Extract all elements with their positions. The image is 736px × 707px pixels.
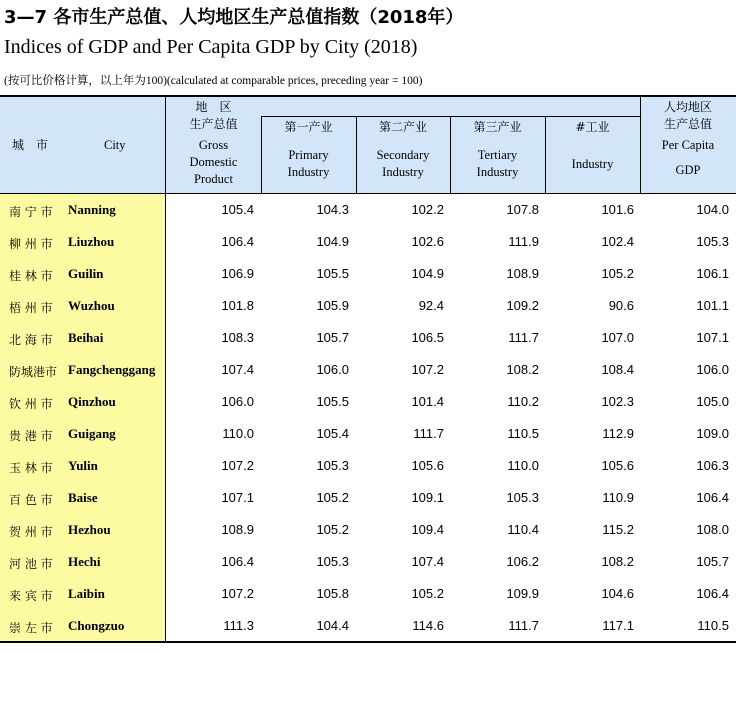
table-title-chinese: 3—7 各市生产总值、人均地区生产总值指数（2018年） <box>4 7 464 28</box>
value-cell: 107.1 <box>696 330 729 345</box>
value-cell: 107.0 <box>601 330 634 345</box>
value-cell: 111.9 <box>508 234 539 249</box>
table-title-english: Indices of GDP and Per Capita GDP by City (2018) <box>4 36 418 58</box>
value-cell: 108.4 <box>601 362 634 377</box>
table-note: (按可比价格计算，以上年为100)(calculated at comparable prices, preceding year = 100) <box>4 75 423 87</box>
value-cell: 102.6 <box>411 234 444 249</box>
city-name-english: Laibin <box>68 586 105 601</box>
value-cell: 104.4 <box>316 618 349 633</box>
table-row <box>0 482 736 514</box>
value-cell: 101.1 <box>696 298 729 313</box>
city-name-english: Baise <box>68 490 98 505</box>
value-cell: 110.5 <box>507 426 539 441</box>
header-tertiary: 第三产业 Tertiary Industry <box>473 120 522 179</box>
city-name-chinese: 桂 林 市 <box>9 269 53 283</box>
value-cell: 105.5 <box>316 394 349 409</box>
value-cell: 102.4 <box>601 234 634 249</box>
city-name-chinese: 河 池 市 <box>9 557 53 571</box>
city-name-chinese: 来 宾 市 <box>9 589 53 603</box>
table-row <box>0 322 736 354</box>
table-row <box>0 226 736 258</box>
rule-top <box>0 95 736 97</box>
value-cell: 106.2 <box>506 554 539 569</box>
value-cell: 106.0 <box>316 362 349 377</box>
city-name-english: Qinzhou <box>68 394 116 409</box>
value-cell: 107.4 <box>411 554 444 569</box>
table-row <box>0 386 736 418</box>
city-name-chinese: 玉 林 市 <box>9 461 53 475</box>
value-cell: 109.1 <box>411 490 444 505</box>
value-cell: 104.3 <box>316 202 349 217</box>
value-cell: 106.0 <box>221 394 254 409</box>
value-cell: 107.2 <box>221 458 254 473</box>
value-cell: 105.3 <box>506 490 539 505</box>
city-name-chinese: 北 海 市 <box>9 333 53 347</box>
table-row <box>0 610 736 642</box>
city-name-english: Liuzhou <box>68 234 115 249</box>
city-name-chinese: 贺 州 市 <box>9 525 53 539</box>
city-name-chinese: 钦 州 市 <box>9 397 53 411</box>
value-cell: 110.4 <box>507 522 539 537</box>
value-cell: 111.7 <box>508 330 539 345</box>
value-cell: 111.7 <box>413 426 444 441</box>
value-cell: 104.9 <box>316 234 349 249</box>
value-cell: 105.4 <box>316 426 349 441</box>
table-row <box>0 258 736 290</box>
value-cell: 112.9 <box>602 426 634 441</box>
value-cell: 110.5 <box>697 618 729 633</box>
table-row <box>0 578 736 610</box>
table-row <box>0 450 736 482</box>
value-cell: 106.4 <box>221 234 254 249</box>
value-cell: 107.2 <box>221 586 254 601</box>
value-cell: 110.0 <box>507 458 539 473</box>
header-city-en: City <box>104 138 126 152</box>
value-cell: 105.6 <box>601 458 634 473</box>
value-cell: 105.0 <box>696 394 729 409</box>
rule-hdr-4 <box>545 116 546 194</box>
value-cell: 115.2 <box>602 522 634 537</box>
header-primary: 第一产业 Primary Industry <box>284 120 333 179</box>
city-name-chinese: 防城港市 <box>9 365 58 379</box>
value-cell: 114.6 <box>412 618 444 633</box>
city-name-english: Fangchenggang <box>68 362 156 377</box>
header-secondary: 第二产业 Secondary Industry <box>376 120 430 179</box>
value-cell: 105.8 <box>316 586 349 601</box>
city-name-english: Guigang <box>68 426 116 441</box>
value-cell: 108.2 <box>601 554 634 569</box>
value-cell: 109.9 <box>506 586 539 601</box>
city-name-english: Yulin <box>68 458 98 473</box>
header-city-cn: 城 市 <box>12 138 49 152</box>
value-cell: 105.4 <box>221 202 254 217</box>
city-name-chinese: 柳 州 市 <box>9 237 53 251</box>
city-name-english: Nanning <box>68 202 116 217</box>
value-cell: 101.4 <box>411 394 444 409</box>
rule-hdr-2 <box>356 116 357 194</box>
value-cell: 107.1 <box>221 490 254 505</box>
city-name-chinese: 贵 港 市 <box>9 429 53 443</box>
value-cell: 110.0 <box>222 426 254 441</box>
value-cell: 92.4 <box>418 298 444 313</box>
city-name-english: Wuzhou <box>68 298 115 313</box>
value-cell: 101.6 <box>601 202 634 217</box>
value-cell: 109.0 <box>696 426 729 441</box>
rule-hdr-5 <box>640 96 641 194</box>
value-cell: 105.3 <box>696 234 729 249</box>
value-cell: 108.3 <box>221 330 254 345</box>
value-cell: 105.7 <box>316 330 349 345</box>
table-row <box>0 546 736 578</box>
value-cell: 104.6 <box>601 586 634 601</box>
value-cell: 105.6 <box>411 458 444 473</box>
value-cell: 105.3 <box>316 554 349 569</box>
value-cell: 102.2 <box>411 202 444 217</box>
city-name-english: Hechi <box>68 554 101 569</box>
value-cell: 105.3 <box>316 458 349 473</box>
rule-hdr-3 <box>450 116 451 194</box>
table-row <box>0 290 736 322</box>
value-cell: 104.9 <box>411 266 444 281</box>
header-industry: #工业 Industry <box>571 120 614 171</box>
value-cell: 102.3 <box>601 394 634 409</box>
value-cell: 111.3 <box>223 618 254 633</box>
city-name-english: Beihai <box>68 330 104 345</box>
value-cell: 108.0 <box>696 522 729 537</box>
value-cell: 105.2 <box>316 522 349 537</box>
value-cell: 105.7 <box>696 554 729 569</box>
value-cell: 105.9 <box>316 298 349 313</box>
table-row <box>0 194 736 226</box>
value-cell: 104.0 <box>696 202 729 217</box>
city-name-chinese: 百 色 市 <box>9 493 53 507</box>
city-name-english: Hezhou <box>68 522 111 537</box>
value-cell: 117.1 <box>602 618 634 633</box>
value-cell: 108.2 <box>506 362 539 377</box>
value-cell: 107.2 <box>411 362 444 377</box>
value-cell: 106.3 <box>696 458 729 473</box>
value-cell: 105.2 <box>316 490 349 505</box>
value-cell: 109.4 <box>411 522 444 537</box>
header-per-capita-gdp: 人均地区 生产总值 Per Capita GDP <box>661 100 715 177</box>
value-cell: 105.2 <box>411 586 444 601</box>
value-cell: 106.4 <box>221 554 254 569</box>
city-name-chinese: 崇 左 市 <box>9 621 53 635</box>
value-cell: 111.7 <box>508 618 539 633</box>
value-cell: 110.9 <box>602 490 634 505</box>
value-cell: 107.8 <box>506 202 539 217</box>
header-gdp: 地 区 生产总值 Gross Domestic Product <box>189 100 238 186</box>
city-name-chinese: 梧 州 市 <box>9 301 53 315</box>
value-cell: 108.9 <box>506 266 539 281</box>
value-cell: 106.9 <box>221 266 254 281</box>
table-row <box>0 514 736 546</box>
value-cell: 90.6 <box>608 298 634 313</box>
value-cell: 109.2 <box>506 298 539 313</box>
value-cell: 108.9 <box>221 522 254 537</box>
rule-hdr-1 <box>261 116 262 194</box>
value-cell: 106.4 <box>696 490 729 505</box>
value-cell: 106.4 <box>696 586 729 601</box>
value-cell: 107.4 <box>221 362 254 377</box>
table-row <box>0 418 736 450</box>
city-name-english: Chongzuo <box>68 618 125 633</box>
value-cell: 106.0 <box>696 362 729 377</box>
value-cell: 105.2 <box>601 266 634 281</box>
city-name-english: Guilin <box>68 266 104 281</box>
city-name-chinese: 南 宁 市 <box>9 205 53 219</box>
value-cell: 105.5 <box>316 266 349 281</box>
value-cell: 101.8 <box>221 298 254 313</box>
value-cell: 106.1 <box>696 266 729 281</box>
table-row <box>0 354 736 386</box>
value-cell: 110.2 <box>507 394 539 409</box>
value-cell: 106.5 <box>411 330 444 345</box>
